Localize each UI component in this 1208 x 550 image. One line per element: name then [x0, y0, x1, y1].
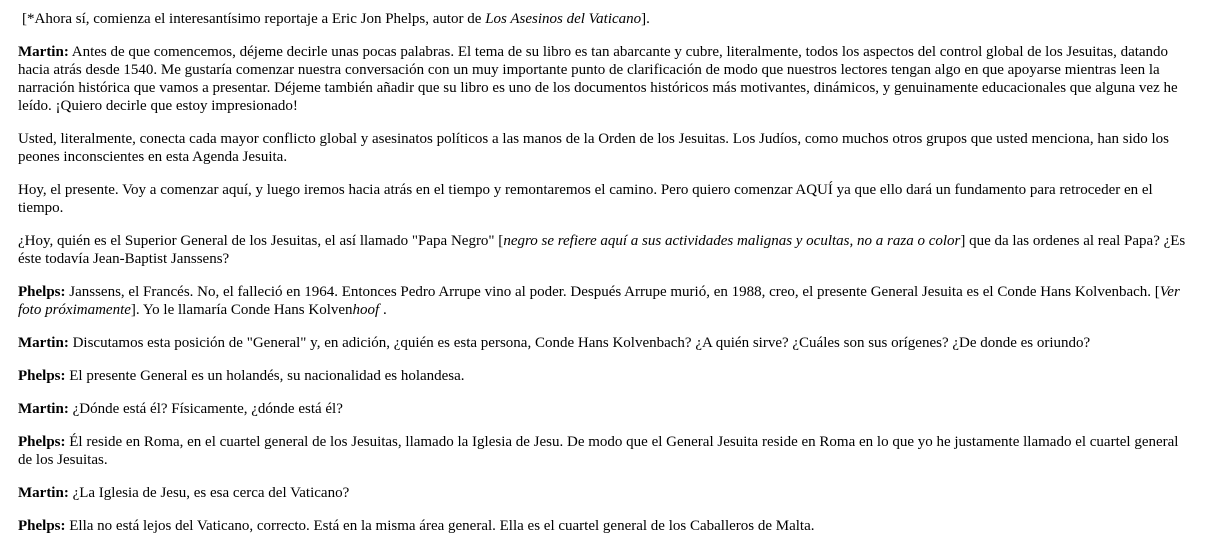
paragraph-phelps-3	[18, 433, 1194, 469]
paragraph-text: Hoy, el presente. Voy a comenzar aquí, y luego iremos hacia atrás en el tiempo y remontaremos el camino. Pero quiero comenzar AQUÍ ya que ello dará un fundamento para retroceder en el tiempo.	[18, 182, 1153, 216]
intro-text-end: ].	[641, 11, 650, 27]
book-title: Los Asesinos del Vaticano	[485, 11, 642, 27]
paragraph-martin-1	[18, 43, 1194, 115]
intro-paragraph	[18, 10, 1194, 28]
paragraph-text: Ella no está lejos del Vaticano, correcto. Está en la misma área general. Ella es el cuartel general de los Caballeros de Malta.	[65, 518, 815, 534]
paragraph-phelps-1	[18, 283, 1194, 319]
paragraph-martin-6	[18, 400, 1194, 418]
paragraph-phelps-2	[18, 367, 1194, 385]
paragraph-text: Discutamos esta posición de "General" y, en adición, ¿quién es esta persona, Conde Hans Kolvenbach? ¿A quién sirve? ¿Cuáles son sus orígenes? ¿De donde es oriundo?	[68, 335, 1091, 351]
speaker-label: Phelps:	[18, 284, 66, 300]
italic-note: Ver foto próximamente	[18, 284, 1180, 318]
speaker-label: Martin:	[18, 401, 69, 417]
paragraph-text: Usted, literalmente, conecta cada mayor conflicto global y asesinatos políticos a las manos de la Orden de los Jesuitas. Los Judíos, como muchos otros grupos que usted menciona, han sido los peones inconscientes en esta Agenda Jesuita.	[18, 131, 1169, 165]
speaker-label: Phelps:	[18, 434, 66, 450]
paragraph-text: Janssens, el Francés. No, el falleció en 1964. Entonces Pedro Arrupe vino al poder. Después Arrupe murió, en 1988, creo, el presente General Jesuita es el Conde Hans Kolvenbach. [	[65, 284, 1160, 300]
speaker-label: Phelps:	[18, 368, 66, 384]
paragraph-phelps-4	[18, 517, 1194, 535]
speaker-label: Phelps:	[18, 518, 66, 534]
paragraph-text: Él reside en Roma, en el cuartel general de los Jesuitas, llamado la Iglesia de Jesu. De modo que el General Jesuita reside en Roma en lo que yo he justamente llamado el cuartel general de los Jesuitas.	[18, 434, 1179, 468]
speaker-label: Martin:	[18, 485, 69, 501]
paragraph-martin-2	[18, 130, 1194, 166]
paragraph-text-after: ]. Yo le llamaría Conde Hans Kolven	[130, 302, 353, 318]
paragraph-martin-3	[18, 181, 1194, 217]
intro-text: [*Ahora sí, comienza el interesantísimo reportaje a Eric Jon Phelps, autor de	[22, 11, 486, 27]
italic-tail: hoof	[352, 302, 380, 318]
paragraph-martin-4	[18, 232, 1194, 268]
paragraph-text: El presente General es un holandés, su nacionalidad es holandesa.	[65, 368, 465, 384]
paragraph-martin-7	[18, 484, 1194, 502]
speaker-label: Martin:	[18, 335, 69, 351]
paragraph-text: ¿Hoy, quién es el Superior General de los Jesuitas, el así llamado "Papa Negro" [	[18, 233, 504, 249]
paragraph-text-end: .	[379, 302, 387, 318]
paragraph-text: ¿Dónde está él? Físicamente, ¿dónde está él?	[68, 401, 343, 417]
paragraph-text: ¿La Iglesia de Jesu, es esa cerca del Vaticano?	[68, 485, 350, 501]
paragraph-text-after: ] que da las ordenes al real Papa? ¿Es éste todavía Jean-Baptist Janssens?	[18, 233, 1186, 267]
paragraph-martin-5	[18, 334, 1194, 352]
article-body	[18, 10, 1194, 550]
italic-note: negro se refiere aquí a sus actividades malignas y ocultas, no a raza o color	[503, 233, 961, 249]
speaker-label: Martin:	[18, 44, 69, 60]
paragraph-text: Antes de que comencemos, déjeme decirle unas pocas palabras. El tema de su libro es tan abarcante y cubre, literalmente, todos los aspectos del control global de los Jesuitas, datando hacia atrás desde 1540. Me gustaría comenzar nuestra conversación con un muy importante punto de clarificación de modo que nuestros lectores tengan algo en que apoyarse mientras leen la narración histórica que vamos a presentar. Déjeme también añadir que su libro es uno de los documentos históricos más motivantes, dinámicos, y genuinamente educacionales que alguna vez he leído. ¡Quiero decirle que estoy impresionado!	[18, 44, 1178, 114]
